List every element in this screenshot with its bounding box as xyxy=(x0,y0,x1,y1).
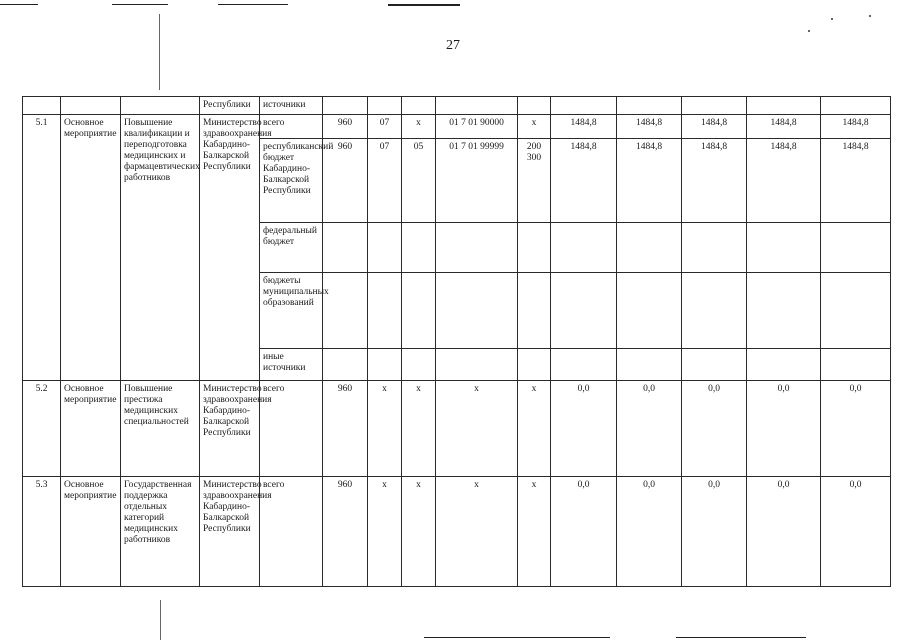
executor: Министерство здравоохранения Кабардино-Балкарской Республики xyxy=(200,115,260,381)
code-csr: х xyxy=(436,381,518,477)
code-grbs xyxy=(323,349,368,381)
header-cell xyxy=(682,97,747,115)
event-type: Основное мероприятие xyxy=(61,381,121,477)
header-cell xyxy=(402,97,436,115)
header-cell xyxy=(747,97,821,115)
code-grbs: 960 xyxy=(323,139,368,223)
code-rz xyxy=(368,349,402,381)
amount-cell xyxy=(551,223,617,273)
amount-cell: 0,0 xyxy=(747,381,821,477)
scan-artifact-line xyxy=(112,4,168,5)
amount-cell: 1484,8 xyxy=(551,139,617,223)
code-vr xyxy=(518,349,551,381)
code-grbs: 960 xyxy=(323,381,368,477)
code-pr: х xyxy=(402,381,436,477)
page-number: 27 xyxy=(446,38,460,53)
header-cell xyxy=(323,97,368,115)
amount-cell: 0,0 xyxy=(747,477,821,587)
row-number: 5.1 xyxy=(23,115,61,381)
code-pr xyxy=(402,273,436,349)
row-number: 5.3 xyxy=(23,477,61,587)
amount-cell xyxy=(682,349,747,381)
amount-cell xyxy=(821,273,891,349)
code-rz: 07 xyxy=(368,115,402,139)
code-csr: 01 7 01 99999 xyxy=(436,139,518,223)
scan-artifact-dot xyxy=(808,30,810,32)
code-vr: х xyxy=(518,115,551,139)
amount-cell: 0,0 xyxy=(821,477,891,587)
funding-source: республиканский бюджет Кабардино-Балкарской Республики xyxy=(260,139,323,223)
code-pr xyxy=(402,349,436,381)
scan-artifact-line xyxy=(218,4,288,5)
amount-cell xyxy=(747,273,821,349)
table-row xyxy=(23,381,891,477)
budget-table xyxy=(22,96,891,587)
funding-source: всего xyxy=(260,115,323,139)
header-cell xyxy=(121,97,200,115)
amount-cell: 1484,8 xyxy=(617,139,682,223)
amount-cell: 0,0 xyxy=(617,477,682,587)
event-name: Повышение престижа медицинских специальностей xyxy=(121,381,200,477)
code-vr: х xyxy=(518,477,551,587)
amount-cell: 1484,8 xyxy=(682,115,747,139)
row-number: 5.2 xyxy=(23,381,61,477)
funding-source: федеральный бюджет xyxy=(260,223,323,273)
code-rz xyxy=(368,273,402,349)
amount-cell: 1484,8 xyxy=(747,115,821,139)
amount-cell xyxy=(617,273,682,349)
scan-artifact-vertical xyxy=(159,14,160,90)
scan-artifact-line xyxy=(676,637,806,638)
header-cell: Республики xyxy=(200,97,260,115)
amount-cell: 0,0 xyxy=(551,381,617,477)
table-row xyxy=(23,115,891,139)
amount-cell xyxy=(617,349,682,381)
amount-cell xyxy=(682,223,747,273)
scan-artifact-dot xyxy=(869,15,871,17)
amount-cell: 0,0 xyxy=(551,477,617,587)
amount-cell xyxy=(551,349,617,381)
amount-cell: 1484,8 xyxy=(617,115,682,139)
code-rz: х xyxy=(368,381,402,477)
header-cell xyxy=(821,97,891,115)
scan-artifact-line xyxy=(424,637,610,638)
code-rz: 07 xyxy=(368,139,402,223)
amount-cell: 1484,8 xyxy=(747,139,821,223)
header-cell xyxy=(368,97,402,115)
executor: Министерство здравоохранения Кабардино-Балкарской Республики xyxy=(200,381,260,477)
header-cell xyxy=(518,97,551,115)
code-vr xyxy=(518,273,551,349)
scan-artifact-vertical xyxy=(160,600,161,640)
code-csr xyxy=(436,273,518,349)
event-type: Основное мероприятие xyxy=(61,477,121,587)
scan-artifact-line xyxy=(0,4,38,5)
code-csr xyxy=(436,349,518,381)
table-header-row xyxy=(23,97,891,115)
amount-cell xyxy=(682,273,747,349)
code-rz: х xyxy=(368,477,402,587)
amount-cell xyxy=(617,223,682,273)
funding-source: иные источники xyxy=(260,349,323,381)
amount-cell xyxy=(551,273,617,349)
code-grbs: 960 xyxy=(323,477,368,587)
code-vr: 200 300 xyxy=(518,139,551,223)
scan-artifact-dot xyxy=(831,18,833,20)
header-cell xyxy=(61,97,121,115)
code-vr xyxy=(518,223,551,273)
header-cell xyxy=(551,97,617,115)
amount-cell: 0,0 xyxy=(682,477,747,587)
header-cell xyxy=(617,97,682,115)
code-rz xyxy=(368,223,402,273)
header-cell: источники xyxy=(260,97,323,115)
funding-source: бюджеты муниципальных образований xyxy=(260,273,323,349)
funding-source: всего xyxy=(260,381,323,477)
funding-source: всего xyxy=(260,477,323,587)
code-grbs: 960 xyxy=(323,115,368,139)
amount-cell: 0,0 xyxy=(821,381,891,477)
amount-cell: 0,0 xyxy=(682,381,747,477)
table-row xyxy=(23,477,891,587)
code-pr xyxy=(402,223,436,273)
amount-cell xyxy=(747,349,821,381)
code-pr: х xyxy=(402,115,436,139)
executor: Министерство здравоохранения Кабардино-Балкарской Республики xyxy=(200,477,260,587)
event-name: Государственная поддержка отдельных категорий медицинских работников xyxy=(121,477,200,587)
amount-cell xyxy=(821,223,891,273)
event-type: Основное мероприятие xyxy=(61,115,121,381)
amount-cell: 1484,8 xyxy=(551,115,617,139)
code-vr: х xyxy=(518,381,551,477)
amount-cell: 1484,8 xyxy=(821,115,891,139)
code-csr xyxy=(436,223,518,273)
header-cell xyxy=(436,97,518,115)
code-csr: 01 7 01 90000 xyxy=(436,115,518,139)
event-name: Повышение квалификации и переподготовка медицинских и фармацевтических работников xyxy=(121,115,200,381)
code-csr: х xyxy=(436,477,518,587)
amount-cell: 1484,8 xyxy=(821,139,891,223)
code-grbs xyxy=(323,223,368,273)
code-pr: х xyxy=(402,477,436,587)
amount-cell: 0,0 xyxy=(617,381,682,477)
amount-cell xyxy=(821,349,891,381)
scan-artifact-line xyxy=(388,4,460,6)
amount-cell xyxy=(747,223,821,273)
code-pr: 05 xyxy=(402,139,436,223)
code-grbs xyxy=(323,273,368,349)
amount-cell: 1484,8 xyxy=(682,139,747,223)
header-cell xyxy=(23,97,61,115)
